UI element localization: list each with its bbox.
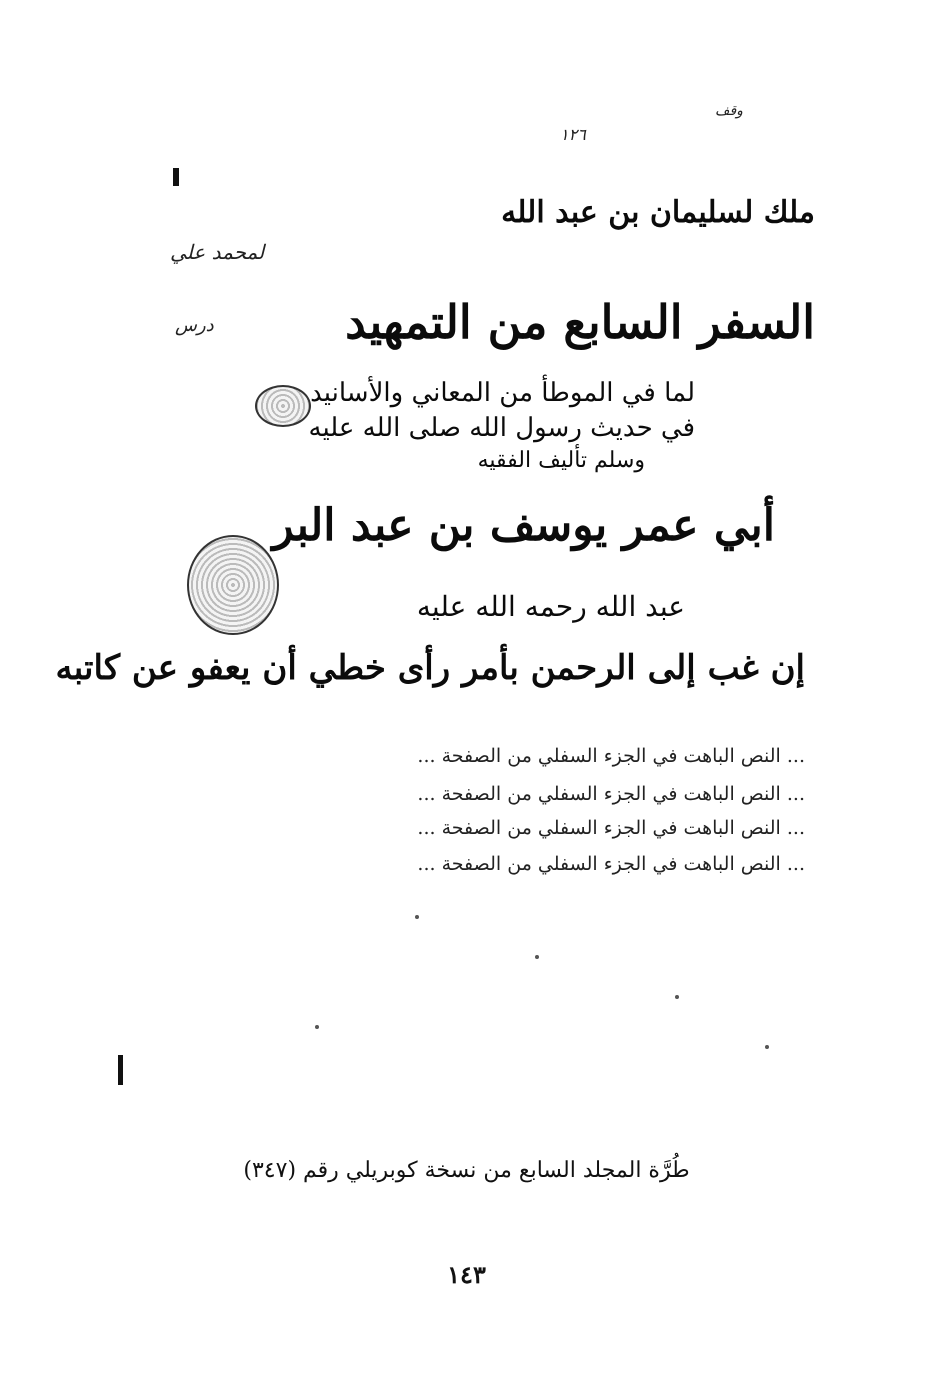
seal-stamp [255,385,311,427]
page-number: ١٤٣ [447,1260,486,1289]
seal-stamp [187,535,279,635]
ownership-line: ملك لسليمان بن عبد الله [501,195,815,230]
subtitle-line: لما في الموطأ من المعاني والأسانيد [310,378,695,408]
margin-note-left: لمحمد علي [170,240,265,264]
subtitle-line: في حديث رسول الله صلى الله عليه [308,413,695,443]
ink-speck [415,915,419,919]
body-text-line: ... النص الباهت في الجزء السفلي من الصفحة ... [417,745,805,767]
subtitle-line: وسلم تأليف الفقيه [477,448,645,473]
body-text-line: ... النص الباهت في الجزء السفلي من الصفحة ... [417,783,805,805]
margin-note-left: درس [175,315,214,336]
figure-caption: طُرَّة المجلد السابع من نسخة كوبريلي رقم (٣٤٧) [243,1158,690,1183]
manuscript-image [55,95,835,1085]
ink-mark [118,1055,123,1085]
margin-number: ١٢٦ [560,125,586,144]
ink-speck [675,995,679,999]
ink-speck [315,1025,319,1029]
ink-speck [535,955,539,959]
margin-note-top: وقف [715,103,743,119]
author-line-2: عبد الله رحمه الله عليه [416,590,685,623]
prayer-line: إن غب إلى الرحمن بأمر رأى خطي أن يعفو عن كاتبه [55,648,805,688]
ink-mark [173,168,179,186]
body-text-line: ... النص الباهت في الجزء السفلي من الصفحة ... [417,853,805,875]
manuscript-title: السفر السابع من التمهيد [345,295,815,349]
ink-speck [765,1045,769,1049]
author-line: أبي عمر يوسف بن عبد البر [272,500,775,551]
body-text-line: ... النص الباهت في الجزء السفلي من الصفحة ... [417,817,805,839]
